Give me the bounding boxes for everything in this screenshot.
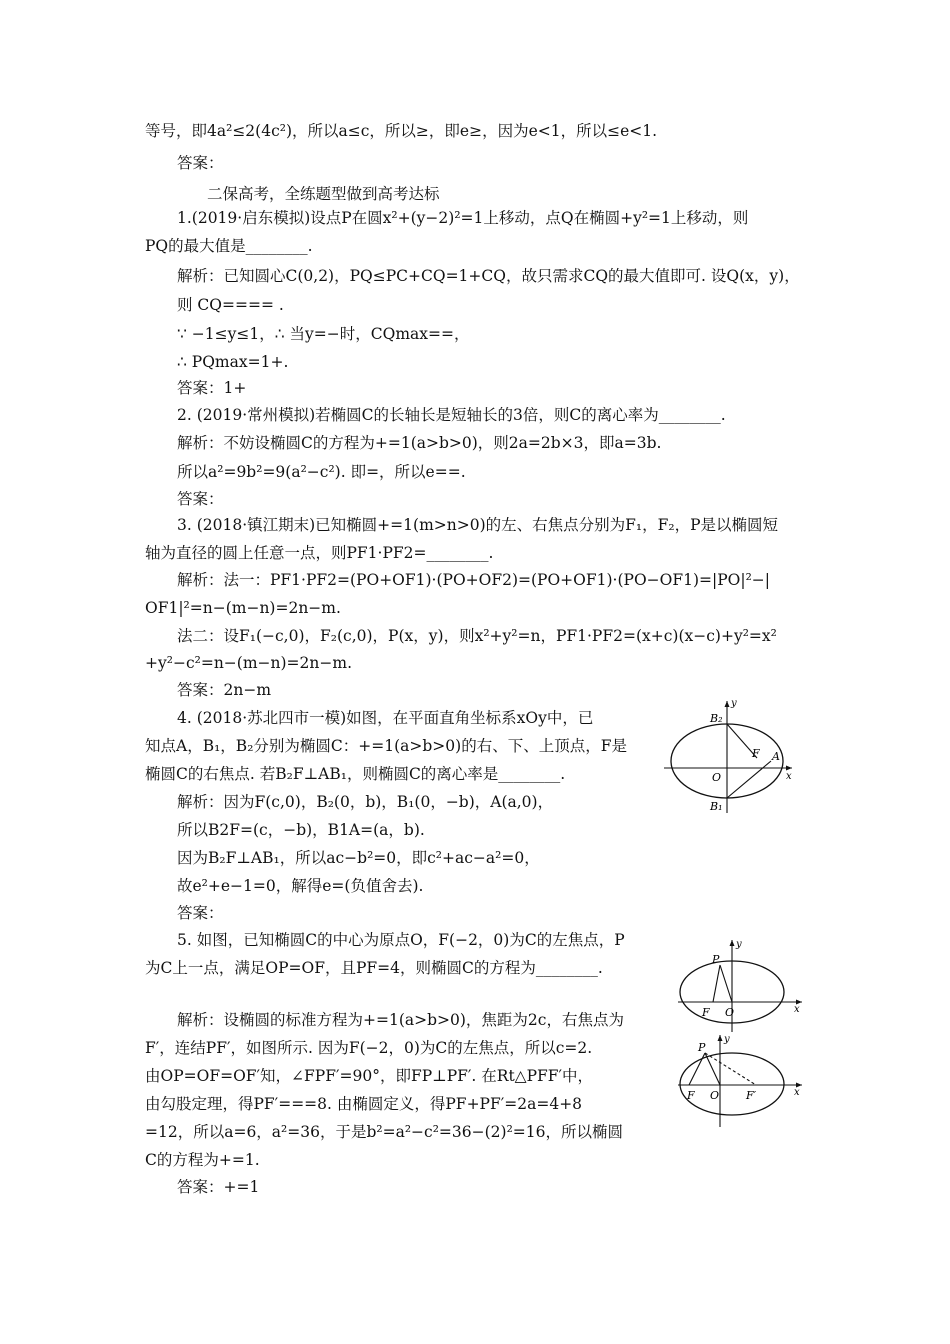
solution-line: ∵ −1≤y≤1，∴ 当y=−时，CQmax==， (177, 325, 470, 343)
label-b1: B₁ (710, 800, 723, 813)
label-p: P (698, 1041, 706, 1054)
problem-4-line-1: 4. (2018·苏北四市一模)如图，在平面直角坐标系xOy中，已 (177, 709, 594, 727)
figure-ellipse-problem-5 (676, 936, 806, 1036)
solution-line: 由勾股定理，得PF′===8. 由椭圆定义，得PF+PF′=2a=4+8 (145, 1095, 583, 1113)
segment-p-o (705, 1053, 720, 1085)
problem-5-line-2: 为C上一点，满足OP=OF，且PF=4，则椭圆C的方程为________. (145, 959, 603, 977)
label-x: x (794, 1004, 800, 1015)
segment-b1-a (727, 761, 771, 798)
answer-line: 答案：+=1 (177, 1178, 260, 1196)
problem-3-line-1: 3. (2018·镇江期末)已知椭圆+=1(m>n>0)的左、右焦点分别为F₁，F₂，P是以椭圆短 (177, 516, 778, 534)
problem-4-line-2: 知点A，B₁，B₂分别为椭圆C：+=1(a>b>0)的右、下、上顶点，F是 (145, 737, 627, 755)
solution-line: ∴ PQmax=1+. (177, 353, 289, 371)
segment-p-o (720, 965, 732, 1002)
label-y: y (736, 939, 742, 950)
label-p: P (712, 953, 720, 966)
answer-label: 答案： (177, 154, 224, 172)
solution-line: 解析：已知圆心C(0,2)，PQ≤PC+CQ=1+CQ，故只需求CQ的最大值即可. 设Q(x，y)， (177, 267, 800, 285)
problem-1-line-1: 1.(2019·启东模拟)设点P在圆x²+(y−2)²=1上移动，点Q在椭圆+y²=1上移动，则 (177, 209, 749, 227)
label-f: F (752, 747, 760, 760)
answer-line: 答案：2n−m (177, 681, 272, 699)
answer-line: 答案： (177, 904, 224, 922)
answer-line: 答案：1+ (177, 379, 247, 397)
solution-line: 因为B₂F⊥AB₁，所以ac−b²=0，即c²+ac−a²=0， (177, 849, 540, 867)
solution-line: OF1|²=n−(m−n)=2n−m. (145, 599, 341, 617)
solution-line: 由OP=OF=OF′知，∠FPF′=90°，即FP⊥PF′. 在Rt△PFF′中， (145, 1067, 594, 1085)
figure-ellipse-problem-5-solution (676, 1031, 806, 1131)
solution-line: 所以a²=9b²=9(a²−c²). 即=，所以e==. (177, 463, 466, 481)
solution-line: 法二：设F₁(−c,0)，F₂(c,0)，P(x，y)，则x²+y²=n，PF1·PF2=(x+c)(x−c)+y²=x² (177, 627, 777, 645)
figure-ellipse-problem-4 (660, 695, 800, 823)
problem-1-line-2: PQ的最大值是________. (145, 237, 313, 255)
solution-line: 解析：不妨设椭圆C的方程为+=1(a>b>0)，则2a=2b×3，即a=3b. (177, 434, 662, 452)
solution-line: +y²−c²=n−(m−n)=2n−m. (145, 654, 353, 672)
label-x: x (794, 1087, 800, 1098)
label-f-prime: F′ (746, 1089, 757, 1102)
solution-line: 解析：因为F(c,0)，B₂(0，b)，B₁(0，−b)，A(a,0)， (177, 793, 554, 811)
label-f: F (687, 1089, 695, 1102)
solution-line: 故e²+e−1=0，解得e=(负值舍去). (177, 877, 424, 895)
problem-4-line-3: 椭圆C的右焦点. 若B₂F⊥AB₁，则椭圆C的离心率是________. (145, 765, 566, 783)
solution-line: 则 CQ==== . (177, 296, 284, 314)
solution-line: C的方程为+=1. (145, 1151, 260, 1169)
solution-line: =12，所以a=6，a²=36，于是b²=a²−c²=36−(2)²=16，所以椭圆 (145, 1123, 624, 1141)
problem-5-line-1: 5. 如图，已知椭圆C的中心为原点O，F(−2，0)为C的左焦点，P (177, 931, 625, 949)
label-y: y (731, 698, 737, 709)
label-y: y (724, 1034, 730, 1045)
segment-f-p (689, 1053, 705, 1085)
problem-2-line-1: 2. (2019·常州模拟)若椭圆C的长轴长是短轴长的3倍，则C的离心率为________. (177, 406, 726, 424)
label-x: x (786, 771, 792, 782)
label-a: A (772, 750, 780, 763)
ellipse-curve (680, 1053, 784, 1115)
segment-f-p (713, 965, 720, 1002)
y-axis-arrow-icon (718, 1035, 723, 1041)
solution-line: 解析：法一：PF1·PF2=(PO+OF1)·(PO+OF2)=(PO+OF1)·(PO−OF1)=|PO|²−| (177, 571, 771, 589)
x-axis-arrow-icon (786, 766, 792, 771)
label-o: O (725, 1006, 735, 1019)
solution-line: 解析：设椭圆的标准方程为+=1(a>b>0)，焦距为2c，右焦点为 (177, 1011, 624, 1029)
answer-line: 答案： (177, 490, 224, 508)
solution-line: 所以B2F=(c，−b)，B1A=(a，b). (177, 821, 425, 839)
label-b2: B₂ (710, 712, 723, 725)
y-axis-arrow-icon (725, 701, 730, 707)
problem-3-line-2: 轴为直径的圆上任意一点，则PF1·PF2=________. (145, 544, 494, 562)
label-o: O (712, 771, 722, 784)
label-f: F (702, 1006, 710, 1019)
label-o: O (710, 1089, 720, 1102)
text-line: 等号，即4a²≤2(4c²)，所以a≤c，所以≥，即e≥，因为e<1，所以≤e<1. (145, 122, 658, 140)
solution-line: F′，连结PF′，如图所示. 因为F(−2，0)为C的左焦点，所以c=2. (145, 1039, 593, 1057)
y-axis-arrow-icon (730, 940, 735, 946)
section-heading: 二保高考，全练题型做到高考达标 (207, 185, 440, 203)
